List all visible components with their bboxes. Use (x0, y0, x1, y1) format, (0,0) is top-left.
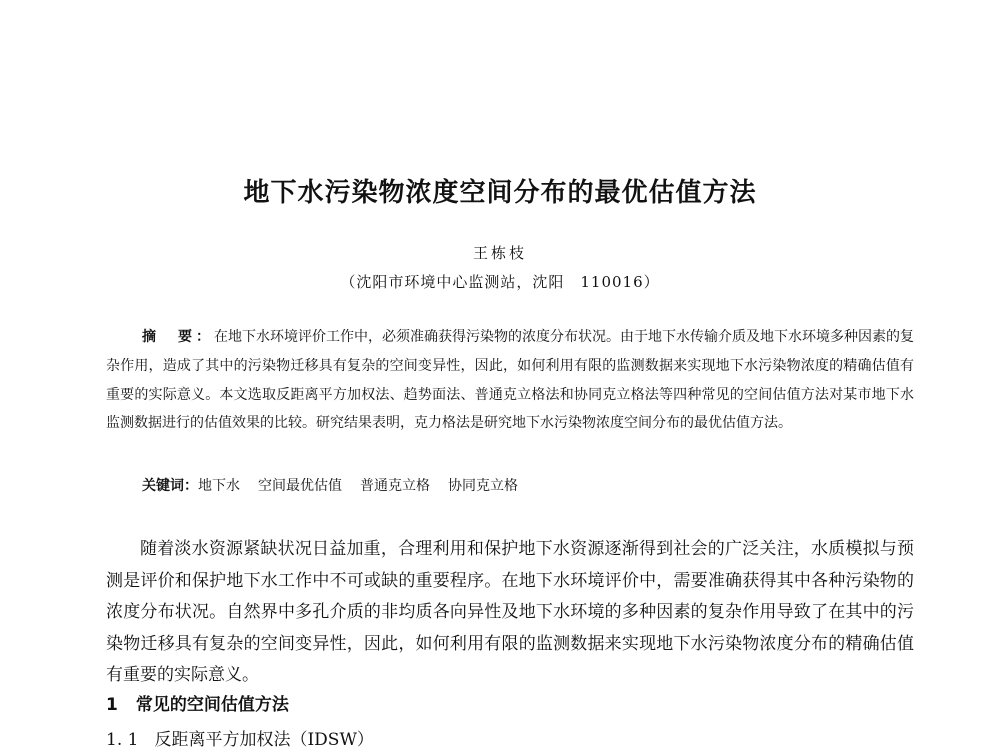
keyword-item: 普通克立格 (360, 478, 430, 494)
section-number: 1 (106, 695, 118, 715)
section-title: 常见的空间估值方法 (135, 695, 289, 715)
abstract-label: 摘 要： (142, 329, 214, 345)
keyword-item: 空间最优估值 (258, 478, 342, 494)
author-name: 王栋枝 (472, 244, 527, 262)
keywords (142, 472, 536, 500)
abstract-text: 在地下水环境评价工作中，必须准确获得污染物的浓度分布状况。由于地下水传输介质及地下水环境多种因素的复杂作用，造成了其中的污染物迁移具有复杂的空间变异性，因此，如何利用有限的监测数据来实现地下水污染物浓度的精确估值有重要的实际意义。本文选取反距离平方加权法、趋势面法、普通克立格法和协同克立格法等四种常见的空间估值方法对某市地下水监测数据进行的估值效果的比较。研究结果表明，克力格法是研究地下水污染物浓度空间分布的最优估值方法。 (106, 329, 914, 432)
keyword-item: 协同克立格 (448, 478, 518, 494)
paper-title: 地下水污染物浓度空间分布的最优估值方法 (243, 178, 757, 208)
subsection-heading (106, 727, 374, 753)
keyword-item: 地下水 (198, 478, 240, 494)
subsection-number: 1. 1 (106, 730, 139, 750)
subsection-title: 反距离平方加权法（IDSW） (154, 730, 374, 750)
keywords-label: 关键词： (142, 478, 198, 494)
body-paragraph: 随着淡水资源紧缺状况日益加重，合理利用和保护地下水资源逐渐得到社会的广泛关注，水质模拟与预测是评价和保护地下水工作中不可或缺的重要程序。在地下水环境评价中，需要准确获得其中各种污染物的浓度分布状况。自然界中多孔介质的非均质各向异性及地下水环境的多种因素的复杂作用导致了在其中的污染物迁移具有复杂的空间变异性，因此，如何利用有限的监测数据来实现地下水污染物浓度分布的精确估值有重要的实际意义。 (106, 539, 914, 686)
section-heading (106, 692, 289, 718)
abstract (106, 323, 914, 438)
author-affiliation: （沈阳市环境中心监测站，沈阳 110016） (340, 273, 660, 291)
